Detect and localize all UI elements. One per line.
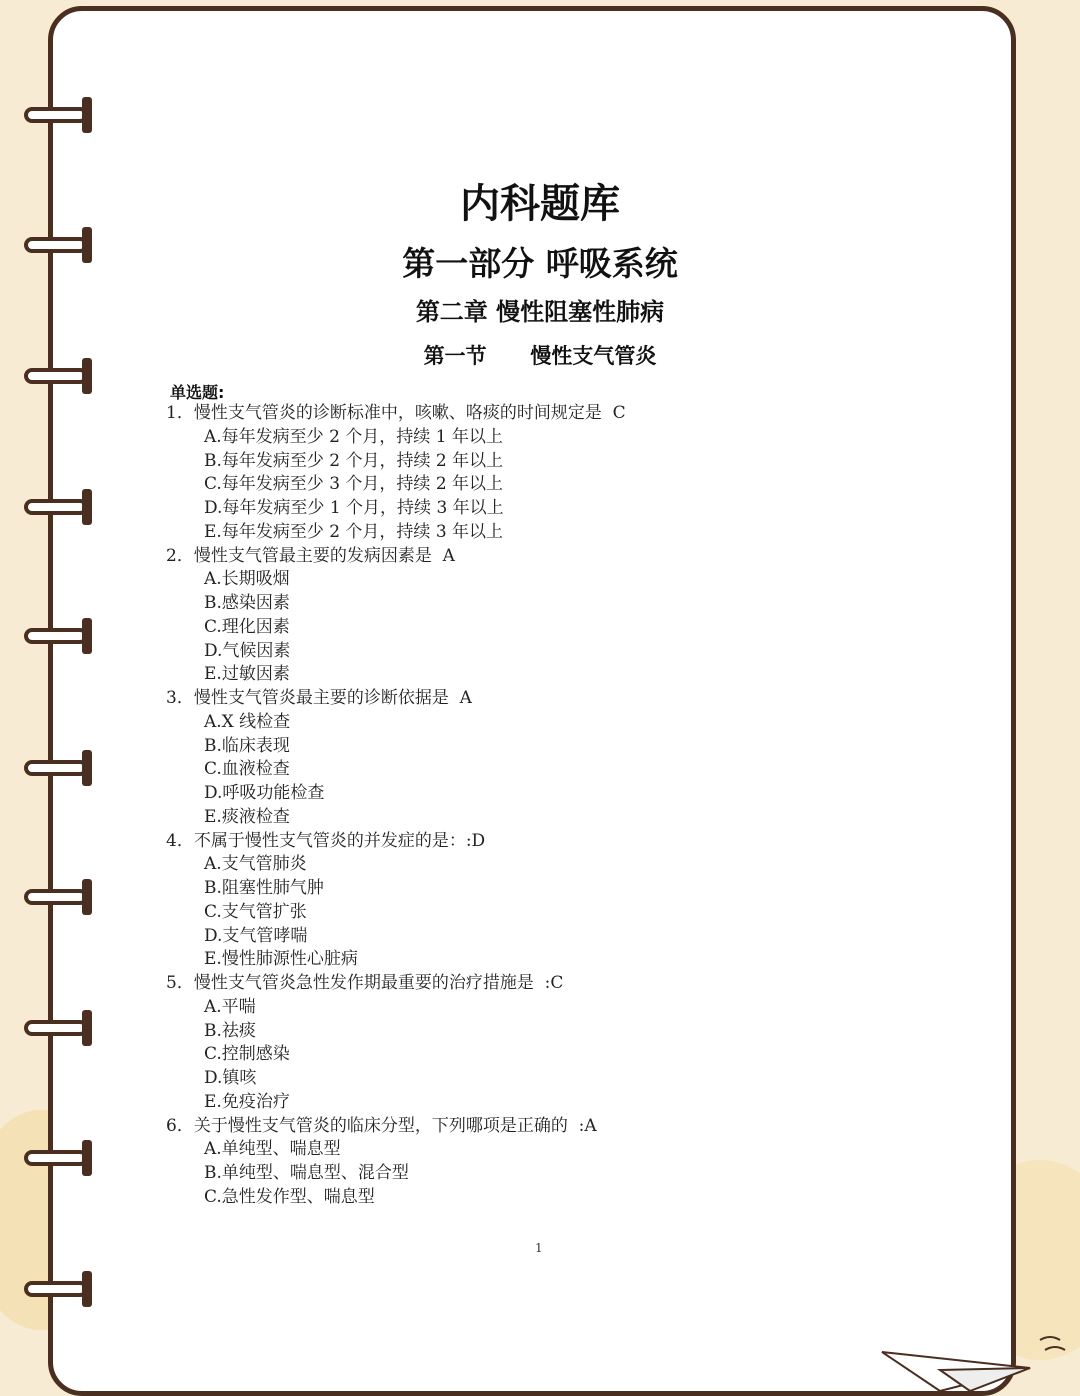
question <box>166 402 866 545</box>
page-number: 1 <box>535 1241 543 1255</box>
question-option: E.痰液检查 <box>204 806 290 827</box>
part-heading: 第一部分 呼吸系统 <box>402 244 678 283</box>
question-option: C.控制感染 <box>204 1044 290 1065</box>
question-stem: 2．慢性支气管最主要的发病因素是 A <box>166 545 455 566</box>
question-option: D.每年发病至少 1 个月，持续 3 年以上 <box>204 498 504 518</box>
question-stem: 3．慢性支气管炎最主要的诊断依据是 A <box>166 688 472 708</box>
question-option: A.每年发病至少 2 个月，持续 1 年以上 <box>204 426 503 447</box>
question-option: B.祛痰 <box>204 1020 256 1041</box>
question-option: A.单纯型、喘息型 <box>204 1139 341 1160</box>
question-type-label: 单选题: <box>170 383 225 402</box>
question-list <box>166 402 866 1210</box>
question-option: B.阻塞性肺气肿 <box>204 878 324 898</box>
question-option: C.急性发作型、喘息型 <box>204 1186 375 1207</box>
question-option: E.免疫治疗 <box>204 1091 290 1112</box>
document-title: 内科题库 <box>460 181 620 227</box>
question-stem: 4．不属于慢性支气管炎的并发症的是：:D <box>166 830 486 851</box>
question <box>166 972 866 1115</box>
question-option: B.每年发病至少 2 个月，持续 2 年以上 <box>204 450 504 471</box>
question-option: B.感染因素 <box>204 593 290 613</box>
question-option: C.每年发病至少 3 个月，持续 2 年以上 <box>204 474 504 495</box>
question <box>166 545 866 688</box>
question-option: E.慢性肺源性心脏病 <box>204 949 358 970</box>
question-option: C.血液检查 <box>204 759 290 780</box>
question-option: E.过敏因素 <box>204 664 290 685</box>
chapter-heading: 第二章 慢性阻塞性肺病 <box>415 298 665 326</box>
question-option: B.临床表现 <box>204 735 290 756</box>
question-option: A.平喘 <box>204 996 256 1017</box>
question <box>166 830 866 973</box>
question-stem: 5．慢性支气管炎急性发作期最重要的治疗措施是 :C <box>166 973 564 993</box>
section-heading: 第一节 慢性支气管炎 <box>423 344 657 368</box>
question-option: D.支气管哮喘 <box>204 925 308 946</box>
question-option: D.气候因素 <box>204 640 291 661</box>
paper-plane-icon <box>880 1330 1080 1391</box>
question-option: A.X 线检查 <box>204 711 291 732</box>
question-stem: 1．慢性支气管炎的诊断标准中，咳嗽、咯痰的时间规定是 C <box>166 403 626 423</box>
question-option: E.每年发病至少 2 个月，持续 3 年以上 <box>204 521 504 542</box>
question-option: B.单纯型、喘息型、混合型 <box>204 1163 409 1183</box>
question <box>166 1115 866 1210</box>
question-option: A.长期吸烟 <box>204 569 290 590</box>
question-option: D.呼吸功能检查 <box>204 783 325 803</box>
question-option: C.支气管扩张 <box>204 901 307 922</box>
question <box>166 687 866 830</box>
question-option: C.理化因素 <box>204 616 290 637</box>
question-option: D.镇咳 <box>204 1068 257 1088</box>
question-stem: 6．关于慢性支气管炎的临床分型，下列哪项是正确的 :A <box>166 1115 597 1136</box>
question-option: A.支气管肺炎 <box>204 854 307 875</box>
